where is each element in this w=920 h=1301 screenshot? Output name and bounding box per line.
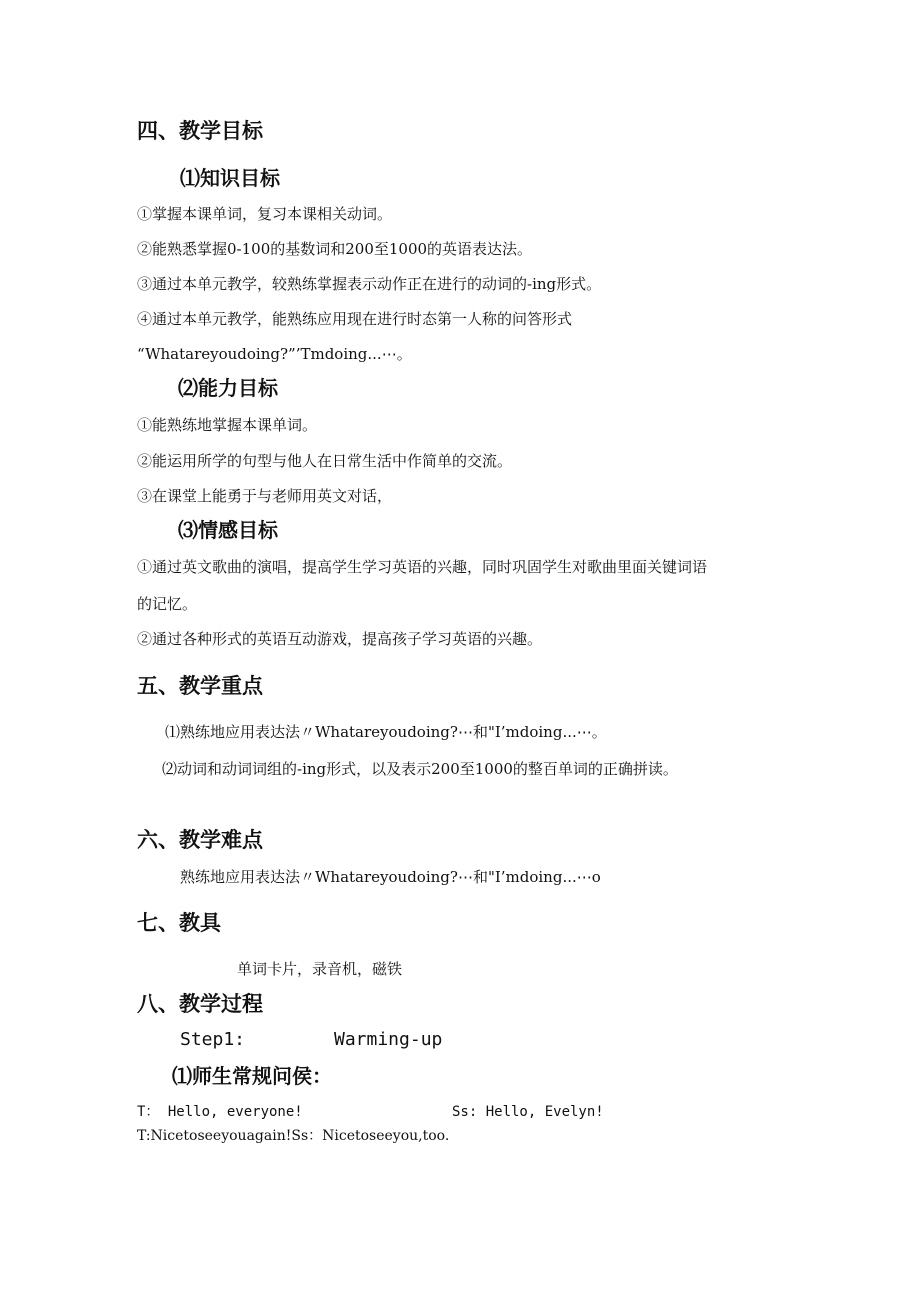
- knowledge-item-1: ①掌握本课单词，复习本课相关动词。: [137, 205, 393, 223]
- section-title-teaching-process: 八、教学过程: [137, 991, 263, 1016]
- subsection-title-ability: ⑵能力目标: [178, 376, 278, 400]
- subsection-title-emotion: ⑶情感目标: [178, 518, 278, 542]
- emotion-item-1-continued: 的记忆。: [137, 595, 198, 613]
- knowledge-item-4-continued: “Whatareyoudoing?”’Tmdoing...⋯。: [137, 345, 412, 363]
- key-point-1: ⑴熟练地应用表达法〃Whatareyoudoing?⋯和"I’mdoing...⋯。: [165, 723, 607, 741]
- knowledge-item-4: ④通过本单元教学，能熟练应用现在进行时态第一人称的问答形式: [137, 310, 573, 328]
- dialog-students-line-1: Ss: Hello, Evelyn!: [452, 1104, 604, 1120]
- emotion-item-2: ②通过各种形式的英语互动游戏，提高孩子学习英语的兴趣。: [137, 630, 543, 648]
- dialog-line-2: T:Nicetoseeyouagain!Ss：Nicetoseeyou,too.: [137, 1128, 450, 1144]
- step-label: Step1:: [180, 1029, 246, 1050]
- emotion-item-1: ①通过英文歌曲的演唱，提高学生学习英语的兴趣，同时巩固学生对歌曲里面关键词语: [137, 558, 708, 576]
- teaching-aids-text: 单词卡片，录音机，磁铁: [237, 960, 403, 978]
- knowledge-item-3: ③通过本单元教学，较熟练掌握表示动作正在进行的动词的-ing形式。: [137, 275, 602, 293]
- section-title-difficult-points: 六、教学难点: [137, 827, 263, 852]
- dialog-teacher-line-1: T： Hello, everyone!: [137, 1104, 303, 1120]
- difficult-point-text: 熟练地应用表达法〃Whatareyoudoing?⋯和"I’mdoing...⋯o: [180, 868, 601, 886]
- section-title-teaching-aids: 七、教具: [137, 910, 221, 935]
- section-title-teaching-objectives: 四、教学目标: [137, 118, 263, 143]
- ability-item-1: ①能熟练地掌握本课单词。: [137, 416, 318, 434]
- ability-item-3: ③在课堂上能勇于与老师用英文对话，: [137, 487, 393, 505]
- knowledge-item-2: ②能熟悉掌握0-100的基数词和200至1000的英语表达法。: [137, 240, 533, 258]
- step-name: Warming-up: [334, 1029, 443, 1050]
- ability-item-2: ②能运用所学的句型与他人在日常生活中作简单的交流。: [137, 452, 513, 470]
- key-point-2: ⑵动词和动词词组的-ing形式，以及表示200至1000的整百单词的正确拼读。: [162, 760, 678, 778]
- subsection-title-greeting: ⑴师生常规问侯：: [172, 1064, 332, 1088]
- section-title-key-points: 五、教学重点: [137, 673, 263, 698]
- subsection-title-knowledge: ⑴知识目标: [180, 166, 280, 190]
